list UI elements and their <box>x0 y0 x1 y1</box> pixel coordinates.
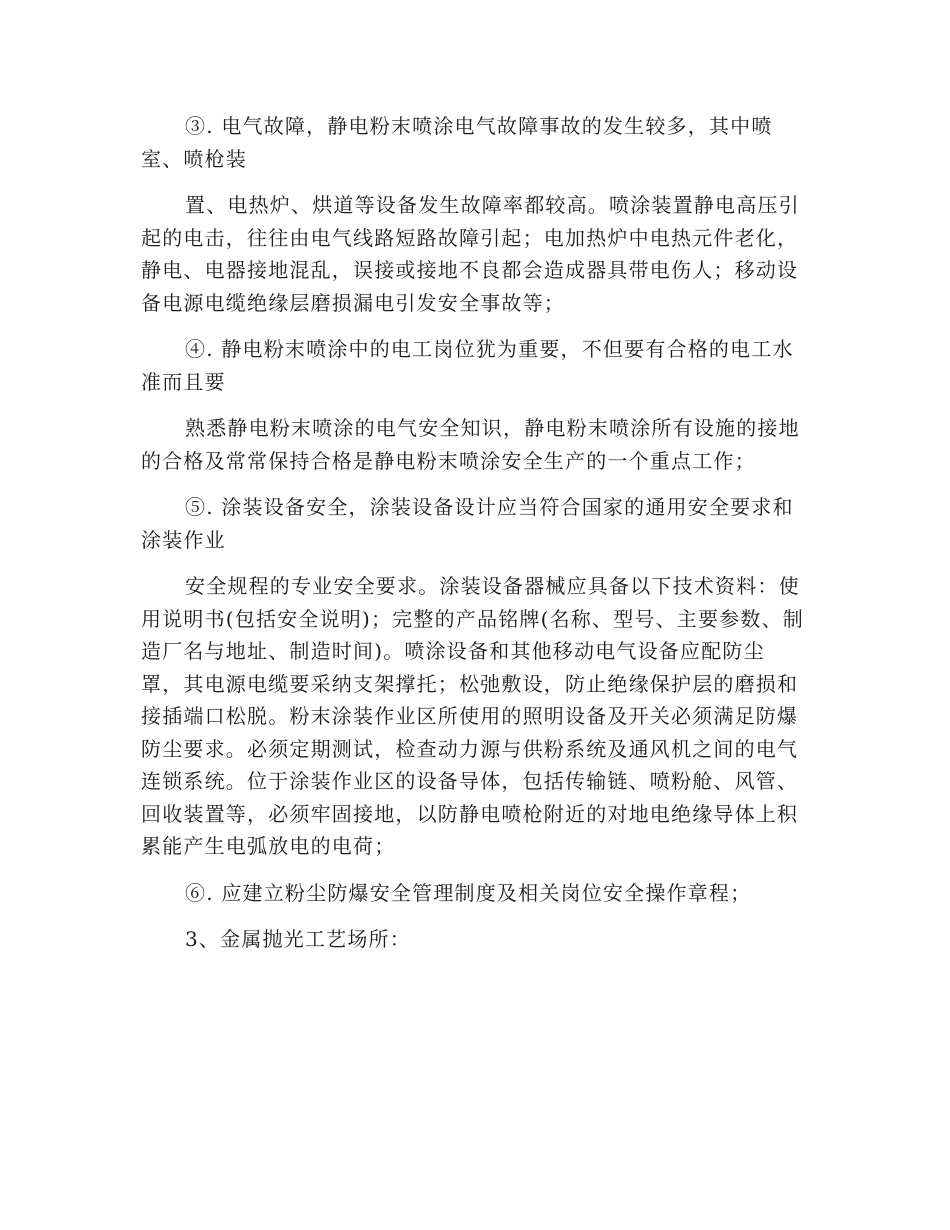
paragraph-item-4: ④. 静电粉末喷涂中的电工岗位犹为重要，不但要有合格的电工水准而且要 <box>141 337 794 394</box>
paragraph-item-5: ⑤. 涂装设备安全，涂装设备设计应当符合国家的通用安全要求和涂装作业 <box>141 495 794 552</box>
section-heading-polishing: 3、金属抛光工艺场所： <box>185 927 411 951</box>
paragraph-equipment-safety: 安全规程的专业安全要求。涂装设备器械应具备以下技术资料：使用说明书(包括安全说明)；完整的产品铭牌(名称、型号、主要参数、制造厂名与地址、制造时间)。喷涂设备和其他移动电气设备应配防尘罩，其电源电缆要采纳支架撑托；松弛敷设，防止绝缘保护层的磨损和接插端口松脱。粉末涂装作业区所使用的照明设备及开关必须满足防爆防尘要求。必须定期测试，检查动力源与供粉系统及通风机之间的电气连锁系统。位于涂装作业区的设备导体，包括传输链、喷粉舱、风管、回收装置等，必须牢固接地，以防静电喷枪附近的对地电绝缘导体上积累能产生电弧放电的电荷； <box>141 574 805 858</box>
paragraph-item-3: ③. 电气故障，静电粉末喷涂电气故障事故的发生较多，其中喷室、喷枪装 <box>141 114 773 171</box>
paragraph-electrician-knowledge: 熟悉静电粉末喷涂的电气安全知识，静电粉末喷涂所有设施的接地的合格及常常保持合格是静电粉末喷涂安全生产的一个重点工作； <box>141 416 800 473</box>
paragraph-item-6: ⑥. 应建立粉尘防爆安全管理制度及相关岗位安全操作章程； <box>185 880 752 905</box>
paragraph-electrical-faults: 置、电热炉、烘道等设备发生故障率都较高。喷涂装置静电高压引起的电击，往往由电气线路短路故障引起；电加热炉中电热元件老化，静电、电器接地混乱，误接或接地不良都会造成器具带电伤人；移动设备电源电缆绝缘层磨损漏电引发安全事故等； <box>141 193 800 315</box>
document-body <box>141 110 806 970</box>
